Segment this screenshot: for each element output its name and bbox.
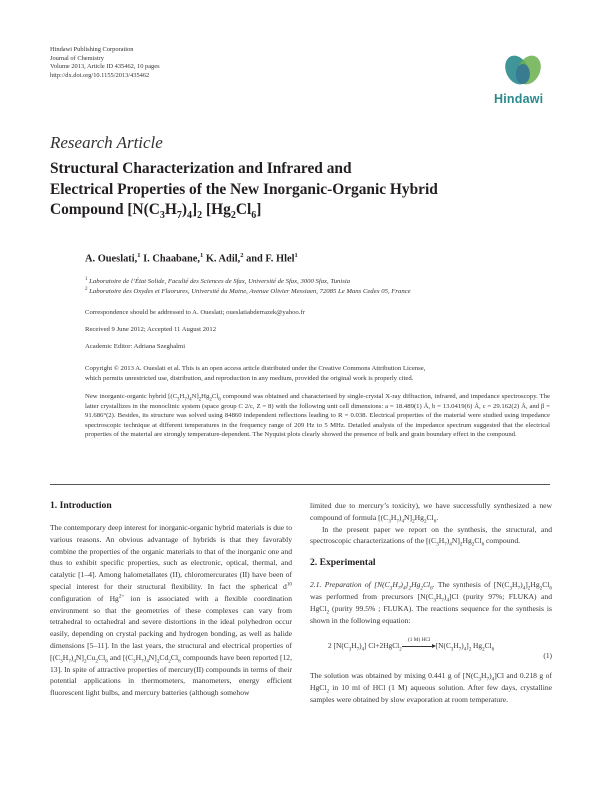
intro-present-paper: In the present paper we report on the synthesis, the structural, and spectroscopic characterizations of the $[(C_3H_7)_4N]_2Hg_2Cl_6$ compound. bbox=[310, 524, 552, 548]
affiliation-2: $^2$ Laboratoire des Oxydes et Fluorures, Université du Maine, Avenue Olivier Messiaen, 72085 Le Mans Cedex 05, France bbox=[85, 287, 411, 296]
doi-link[interactable]: http://dx.doi.org/10.1155/2013/435462 bbox=[50, 71, 150, 79]
title-line-1: Structural Characterization and Infrared and bbox=[50, 160, 352, 177]
equation-1 bbox=[310, 636, 552, 661]
journal-header bbox=[50, 46, 160, 80]
reaction-condition: (1 M) HCl bbox=[408, 637, 431, 644]
author-list: A. Oueslati,$^1$ I. Chaabane,$^1$ K. Adil,$^2$ and F. Hlel$^1$ bbox=[85, 252, 298, 265]
intro-continuation: limited due to mercury’s toxicity), we have successfully synthesized a new compound of formula $[(C_3H_7)_4N]_2Hg_2Cl_6$. bbox=[310, 501, 552, 525]
academic-editor: Academic Editor: Adriana Szeghalmi bbox=[85, 343, 186, 350]
received-date: Received 9 June 2012; Accepted 11 August 2012 bbox=[85, 326, 217, 333]
left-column bbox=[50, 500, 292, 699]
copyright-line-2: which permits unrestricted use, distribution, and reproduction in any medium, provided the original work is properly cited. bbox=[85, 375, 414, 382]
correspondence: Correspondence should be addressed to A. Oueslati; oueslatiabderrazek@yahoo.fr bbox=[85, 309, 305, 316]
publisher-name: Hindawi Publishing Corporation bbox=[50, 46, 134, 53]
preparation-paragraph: 2.1. Preparation of $[N(C_3H_7)_4]_2Hg_2Cl_6$. The synthesis of $[N(C_3H_7)_4]_2Hg_2Cl_6$ was performed from precursors $[N(C_3H_7)_4]Cl$ (purity 97%; FLUKA) and HgCl$_2$ (purity 99.5% ; FLUKA). The reactions sequence for the synthesis is shown in the following equation: bbox=[310, 580, 552, 625]
copyright-line-1: Copyright © 2013 A. Oueslati et al. This is an open access article distributed under the Creative Commons Attribution License, bbox=[85, 365, 426, 372]
title-line-2: Electrical Properties of the New Inorganic-Organic Hybrid bbox=[50, 180, 438, 198]
title-line-3: Compound $[N(C_3H_7)_4]_2$ $[Hg_2Cl_6]$ bbox=[50, 201, 262, 222]
hindawi-logo-text: Hindawi bbox=[494, 92, 544, 106]
affiliation-1: $^1$ Laboratoire de l’État Solide, Faculté des Sciences de Sfax, Université de Sfax, 3000 Sfax, Tunisia bbox=[85, 277, 351, 286]
volume-info: Volume 2013, Article ID 435462, 10 pages bbox=[50, 63, 160, 71]
intro-paragraph: The contemporary deep interest for inorganic-organic hybrid materials is due to various reasons. An obvious advantage of hybrids is that they favorably combine the properties of the organic materials to that of the inorganic one and thus to exhibit specific properties, such as electronic, optical, thermal, and catalytic [1–4]. Among halometallates (II), chloromercurates (II) have been of special interest for their structural flexibility. In fact the spherical $d^{10}$ configuration of $Hg^{2+}$ ion is associated with a flexible coordination environment so that the geometries of these complexes can vary from tetrahedral to octahedral and severe distortions in the ideal polyhedron occur easily, depending on crystal packing and hydrogen bonding, as well as halide dimensions [5–11]. In the last years, the structural and electrical properties of $[(C_3H_7)_4N]_2Cu_2Cl_6$ and $[(C_3H_7)_4N]_2Cd_2Cl_6$ compounds have been reported [12, 13]. In spite of attractive properties of mercury(II) compounds in terms of their potential applications in thermometers, manometers, energy efficient fluorescent light bulbs, and mercury batteries (although somehow bbox=[50, 523, 292, 698]
section-heading-experimental: 2. Experimental bbox=[310, 557, 376, 569]
section-heading-introduction: 1. Introduction bbox=[50, 500, 112, 511]
article-title bbox=[50, 159, 550, 221]
article-type: Research Article bbox=[50, 133, 163, 152]
solution-paragraph: The solution was obtained by mixing 0.441 g of $[N(C_3H_7)_4]Cl$ and 0.218 g of HgCl$_2$ in 10 ml of HCl (1 M) aqueous solution. After few days, crystalline samples were obtained by slow evaporation at room temperature. bbox=[310, 671, 552, 704]
section-divider bbox=[50, 484, 550, 485]
equation-number: (1) bbox=[543, 651, 552, 661]
abstract: New inorganic-organic hybrid $[(C_3H_7)_4N]_2Hg_2Cl_6$ compound was obtained and characterised by single-crystal X-ray diffraction, infrared, and impedance spectroscopy. The latter crystallizes in the monoclinic system (space group C 2/c, Z = 8) with the following unit cell dimensions: a = 18.489(1) Å, b = 13.0419(6) Å, c = 29.162(2) Å, and β = 91.686°(2). Besides, its structure was solved using 84860 independent reflections leading to R = 0.038. Electrical properties of the material were studied using impedance spectroscopic technique at different temperatures in the frequency range of 209 Hz to 5 MHz. Detailed analysis of the impedance spectrum suggested that the electrical properties of the material are strongly temperature-dependent. The Nyquist plots clearly showed the presence of bulk and grain boundary effect in the compound. bbox=[85, 393, 550, 439]
journal-name: Journal of Chemistry bbox=[50, 54, 104, 62]
right-column bbox=[310, 500, 552, 706]
equation-body: 2 $[N(C_3H_7)_4]$ Cl+2HgCl$_2$ $[N(C_3H_7)_4]_2$ $Hg_2Cl_6$ bbox=[328, 641, 495, 653]
